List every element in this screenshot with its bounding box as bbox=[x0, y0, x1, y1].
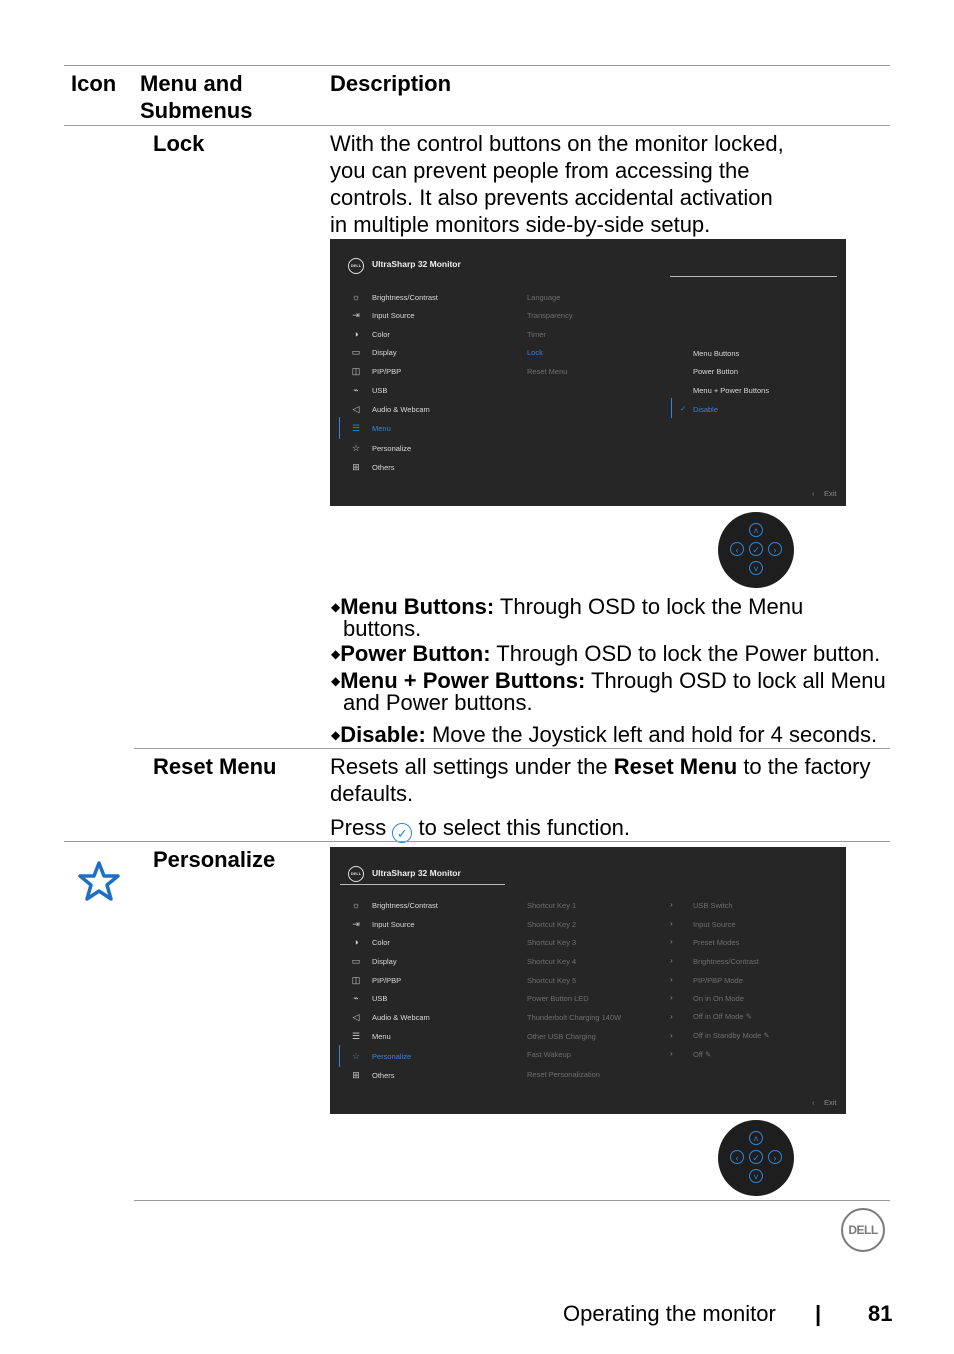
osd-value: USB Switch bbox=[693, 901, 733, 910]
chevron-right-icon: › bbox=[670, 1049, 673, 1058]
audio-icon: ◁ bbox=[352, 404, 360, 414]
osd-menu-item: Color bbox=[372, 938, 390, 947]
dell-logo-icon: DELL bbox=[348, 866, 364, 882]
osd-menu-item: USB bbox=[372, 994, 388, 1003]
osd-sub-item: Shortcut Key 5 bbox=[527, 976, 577, 985]
reset-menu-description: Resets all settings under the Reset Menu to the factory defaults. bbox=[330, 754, 871, 806]
osd-menu-item: Audio & Webcam bbox=[372, 1013, 430, 1022]
dell-logo: DELL bbox=[841, 1208, 885, 1252]
others-icon: ⊞ bbox=[352, 462, 360, 472]
osd-menu-item: Audio & Webcam bbox=[372, 405, 430, 414]
bullet-power-button: ◆Power Button: Through OSD to lock the Power button. bbox=[331, 641, 881, 666]
header-menu: Menu and Submenus bbox=[140, 71, 253, 123]
diamond-bullet-icon: ◆ bbox=[331, 647, 341, 661]
eco-leaf-icon: ✎ bbox=[704, 1050, 712, 1059]
personalize-title: Personalize bbox=[153, 847, 276, 872]
right-arrow-icon: › bbox=[768, 1150, 782, 1164]
osd-option: Menu + Power Buttons bbox=[693, 386, 770, 395]
osd-menu-item: Color bbox=[372, 330, 390, 339]
down-arrow-icon: ˅ bbox=[749, 1169, 763, 1183]
lock-title: Lock bbox=[153, 131, 205, 156]
right-arrow-icon: › bbox=[768, 542, 782, 556]
osd-menu-item: Display bbox=[372, 348, 397, 357]
usb-icon: ⌁ bbox=[353, 993, 359, 1003]
osd-menu-item: Brightness/Contrast bbox=[372, 293, 438, 302]
osd-value: Preset Modes bbox=[693, 938, 740, 947]
osd-sub-item: Shortcut Key 1 bbox=[527, 901, 577, 910]
osd-tab-underline bbox=[340, 884, 505, 885]
osd-menu-item: Display bbox=[372, 957, 397, 966]
personalize-rule bbox=[134, 1200, 890, 1201]
osd-exit: Exit bbox=[824, 489, 837, 498]
osd-sub-item-selected: Lock bbox=[527, 348, 543, 357]
check-icon: ✓ bbox=[680, 404, 687, 413]
reset-rule bbox=[64, 841, 890, 842]
display-icon: ▭ bbox=[351, 347, 361, 357]
header-rule bbox=[64, 125, 890, 126]
chevron-right-icon: › bbox=[670, 937, 673, 946]
color-icon: ◑ bbox=[353, 937, 359, 947]
others-icon: ⊞ bbox=[352, 1070, 360, 1080]
up-arrow-icon: ˄ bbox=[749, 523, 763, 537]
osd-menu-item: Others bbox=[372, 1071, 395, 1080]
bullet-disable: ◆Disable: Move the Joystick left and hold for 4 seconds. bbox=[331, 722, 878, 747]
osd-sub-item: Power Button LED bbox=[527, 994, 589, 1003]
osd-value: Brightness/Contrast bbox=[693, 957, 759, 966]
personalize-icon: ☆ bbox=[351, 1051, 361, 1061]
osd-menu-item: Input Source bbox=[372, 311, 415, 320]
osd-sub-item: Shortcut Key 2 bbox=[527, 920, 577, 929]
osd-lock-screenshot bbox=[330, 239, 846, 506]
header-description: Description bbox=[330, 71, 452, 96]
osd-value: PIP/PBP Mode bbox=[693, 976, 743, 985]
osd-option: Menu Buttons bbox=[693, 349, 740, 358]
osd-option: Power Button bbox=[693, 367, 739, 376]
footer-separator: | bbox=[815, 1301, 822, 1326]
joystick-diagram bbox=[718, 1120, 794, 1196]
osd-sub-item: Transparency bbox=[527, 311, 573, 320]
osd-value: On in On Mode bbox=[693, 994, 744, 1003]
osd-sub-item: Shortcut Key 3 bbox=[527, 938, 577, 947]
bullet-menu-power-buttons: ◆Menu + Power Buttons: Through OSD to lock all Menu and Power buttons. bbox=[331, 668, 886, 715]
personalize-star-icon bbox=[78, 860, 120, 907]
chevron-right-icon: › bbox=[670, 956, 673, 965]
osd-menu-item-selected: Personalize bbox=[372, 1052, 412, 1061]
osd-menu-item-selected: Menu bbox=[372, 424, 391, 433]
personalize-icon: ☆ bbox=[351, 443, 361, 453]
osd-menu-item: USB bbox=[372, 386, 388, 395]
back-icon: ‹ bbox=[812, 1098, 815, 1107]
header-icon: Icon bbox=[71, 71, 117, 96]
osd-exit: Exit bbox=[824, 1098, 837, 1107]
menu-icon: ☰ bbox=[351, 1031, 361, 1041]
chevron-right-icon: › bbox=[670, 919, 673, 928]
osd-sub-item: Timer bbox=[527, 330, 546, 339]
osd-menu-item: Brightness/Contrast bbox=[372, 901, 438, 910]
osd-option-marker bbox=[671, 398, 672, 418]
chevron-right-icon: › bbox=[670, 1031, 673, 1040]
bullet-menu-buttons: ◆Menu Buttons: Through OSD to lock the Menu buttons. bbox=[331, 594, 804, 641]
usb-icon: ⌁ bbox=[353, 385, 359, 395]
lock-rule bbox=[134, 748, 890, 749]
osd-menu-marker bbox=[339, 417, 340, 439]
table-top-rule bbox=[64, 65, 890, 66]
osd-menu-item: Menu bbox=[372, 1032, 391, 1041]
osd-value: Off in Standby Mode ✎ bbox=[693, 1031, 770, 1040]
osd-menu-item: Input Source bbox=[372, 920, 415, 929]
back-icon: ‹ bbox=[812, 489, 815, 498]
osd-menu-item: PIP/PBP bbox=[372, 976, 402, 985]
osd-value: Off ✎ bbox=[693, 1050, 712, 1059]
eco-leaf-icon: ✎ bbox=[763, 1031, 770, 1040]
reset-menu-press: Press ✓ to select this function. bbox=[330, 815, 631, 841]
osd-menu-item: Personalize bbox=[372, 444, 412, 453]
color-icon: ◑ bbox=[353, 329, 359, 339]
left-arrow-icon: ‹ bbox=[730, 542, 744, 556]
osd-sub-item: Reset Menu bbox=[527, 367, 568, 376]
input-source-icon: ⇥ bbox=[352, 310, 360, 320]
osd-personalize-screenshot bbox=[330, 847, 846, 1114]
osd-sub-item: Fast Wakeup bbox=[527, 1050, 571, 1059]
page-number: 81 bbox=[868, 1301, 893, 1326]
input-source-icon: ⇥ bbox=[352, 919, 360, 929]
down-arrow-icon: ˅ bbox=[749, 561, 763, 575]
osd-menu-marker bbox=[339, 1045, 340, 1067]
osd-title: UltraSharp 32 Monitor bbox=[372, 868, 461, 878]
osd-option-selected: Disable bbox=[693, 405, 719, 414]
brightness-icon: ☼ bbox=[351, 292, 361, 302]
display-icon: ▭ bbox=[351, 956, 361, 966]
osd-menu-item: PIP/PBP bbox=[372, 367, 402, 376]
pip-pbp-icon: ◫ bbox=[351, 366, 361, 376]
osd-tab-underline bbox=[670, 276, 837, 277]
left-arrow-icon: ‹ bbox=[730, 1150, 744, 1164]
osd-sub-item: Language bbox=[527, 293, 561, 302]
footer-section: Operating the monitor bbox=[563, 1301, 776, 1326]
joystick-diagram bbox=[718, 512, 794, 588]
osd-value: Input Source bbox=[693, 920, 736, 929]
diamond-bullet-icon: ◆ bbox=[331, 728, 341, 742]
reset-menu-title: Reset Menu bbox=[153, 754, 277, 779]
diamond-bullet-icon: ◆ bbox=[331, 674, 341, 688]
osd-sub-item: Thunderbolt Charging 140W bbox=[527, 1013, 622, 1022]
chevron-right-icon: › bbox=[670, 900, 673, 909]
check-icon: ✓ bbox=[749, 542, 763, 556]
check-icon: ✓ bbox=[749, 1150, 763, 1164]
osd-value: Off in Off Mode ✎ bbox=[693, 1012, 752, 1021]
check-button-icon: ✓ bbox=[392, 823, 412, 843]
audio-icon: ◁ bbox=[352, 1012, 360, 1022]
brightness-icon: ☼ bbox=[351, 900, 361, 910]
diamond-bullet-icon: ◆ bbox=[331, 600, 341, 614]
osd-title: UltraSharp 32 Monitor bbox=[372, 259, 461, 269]
eco-leaf-icon: ✎ bbox=[745, 1012, 752, 1021]
up-arrow-icon: ˄ bbox=[749, 1131, 763, 1145]
chevron-right-icon: › bbox=[670, 1012, 673, 1021]
chevron-right-icon: › bbox=[670, 975, 673, 984]
lock-description: With the control buttons on the monitor locked, you can prevent people from accessing the controls. It also prevents accidental activation in multiple monitors side-by-side setup. bbox=[330, 131, 784, 237]
osd-sub-item: Reset Personalization bbox=[527, 1070, 600, 1079]
osd-sub-item: Shortcut Key 4 bbox=[527, 957, 577, 966]
dell-logo-icon: DELL bbox=[348, 258, 364, 274]
pip-pbp-icon: ◫ bbox=[351, 975, 361, 985]
osd-menu-item: Others bbox=[372, 463, 395, 472]
osd-sub-item: Other USB Charging bbox=[527, 1032, 596, 1041]
chevron-right-icon: › bbox=[670, 993, 673, 1002]
menu-icon: ☰ bbox=[351, 423, 361, 433]
